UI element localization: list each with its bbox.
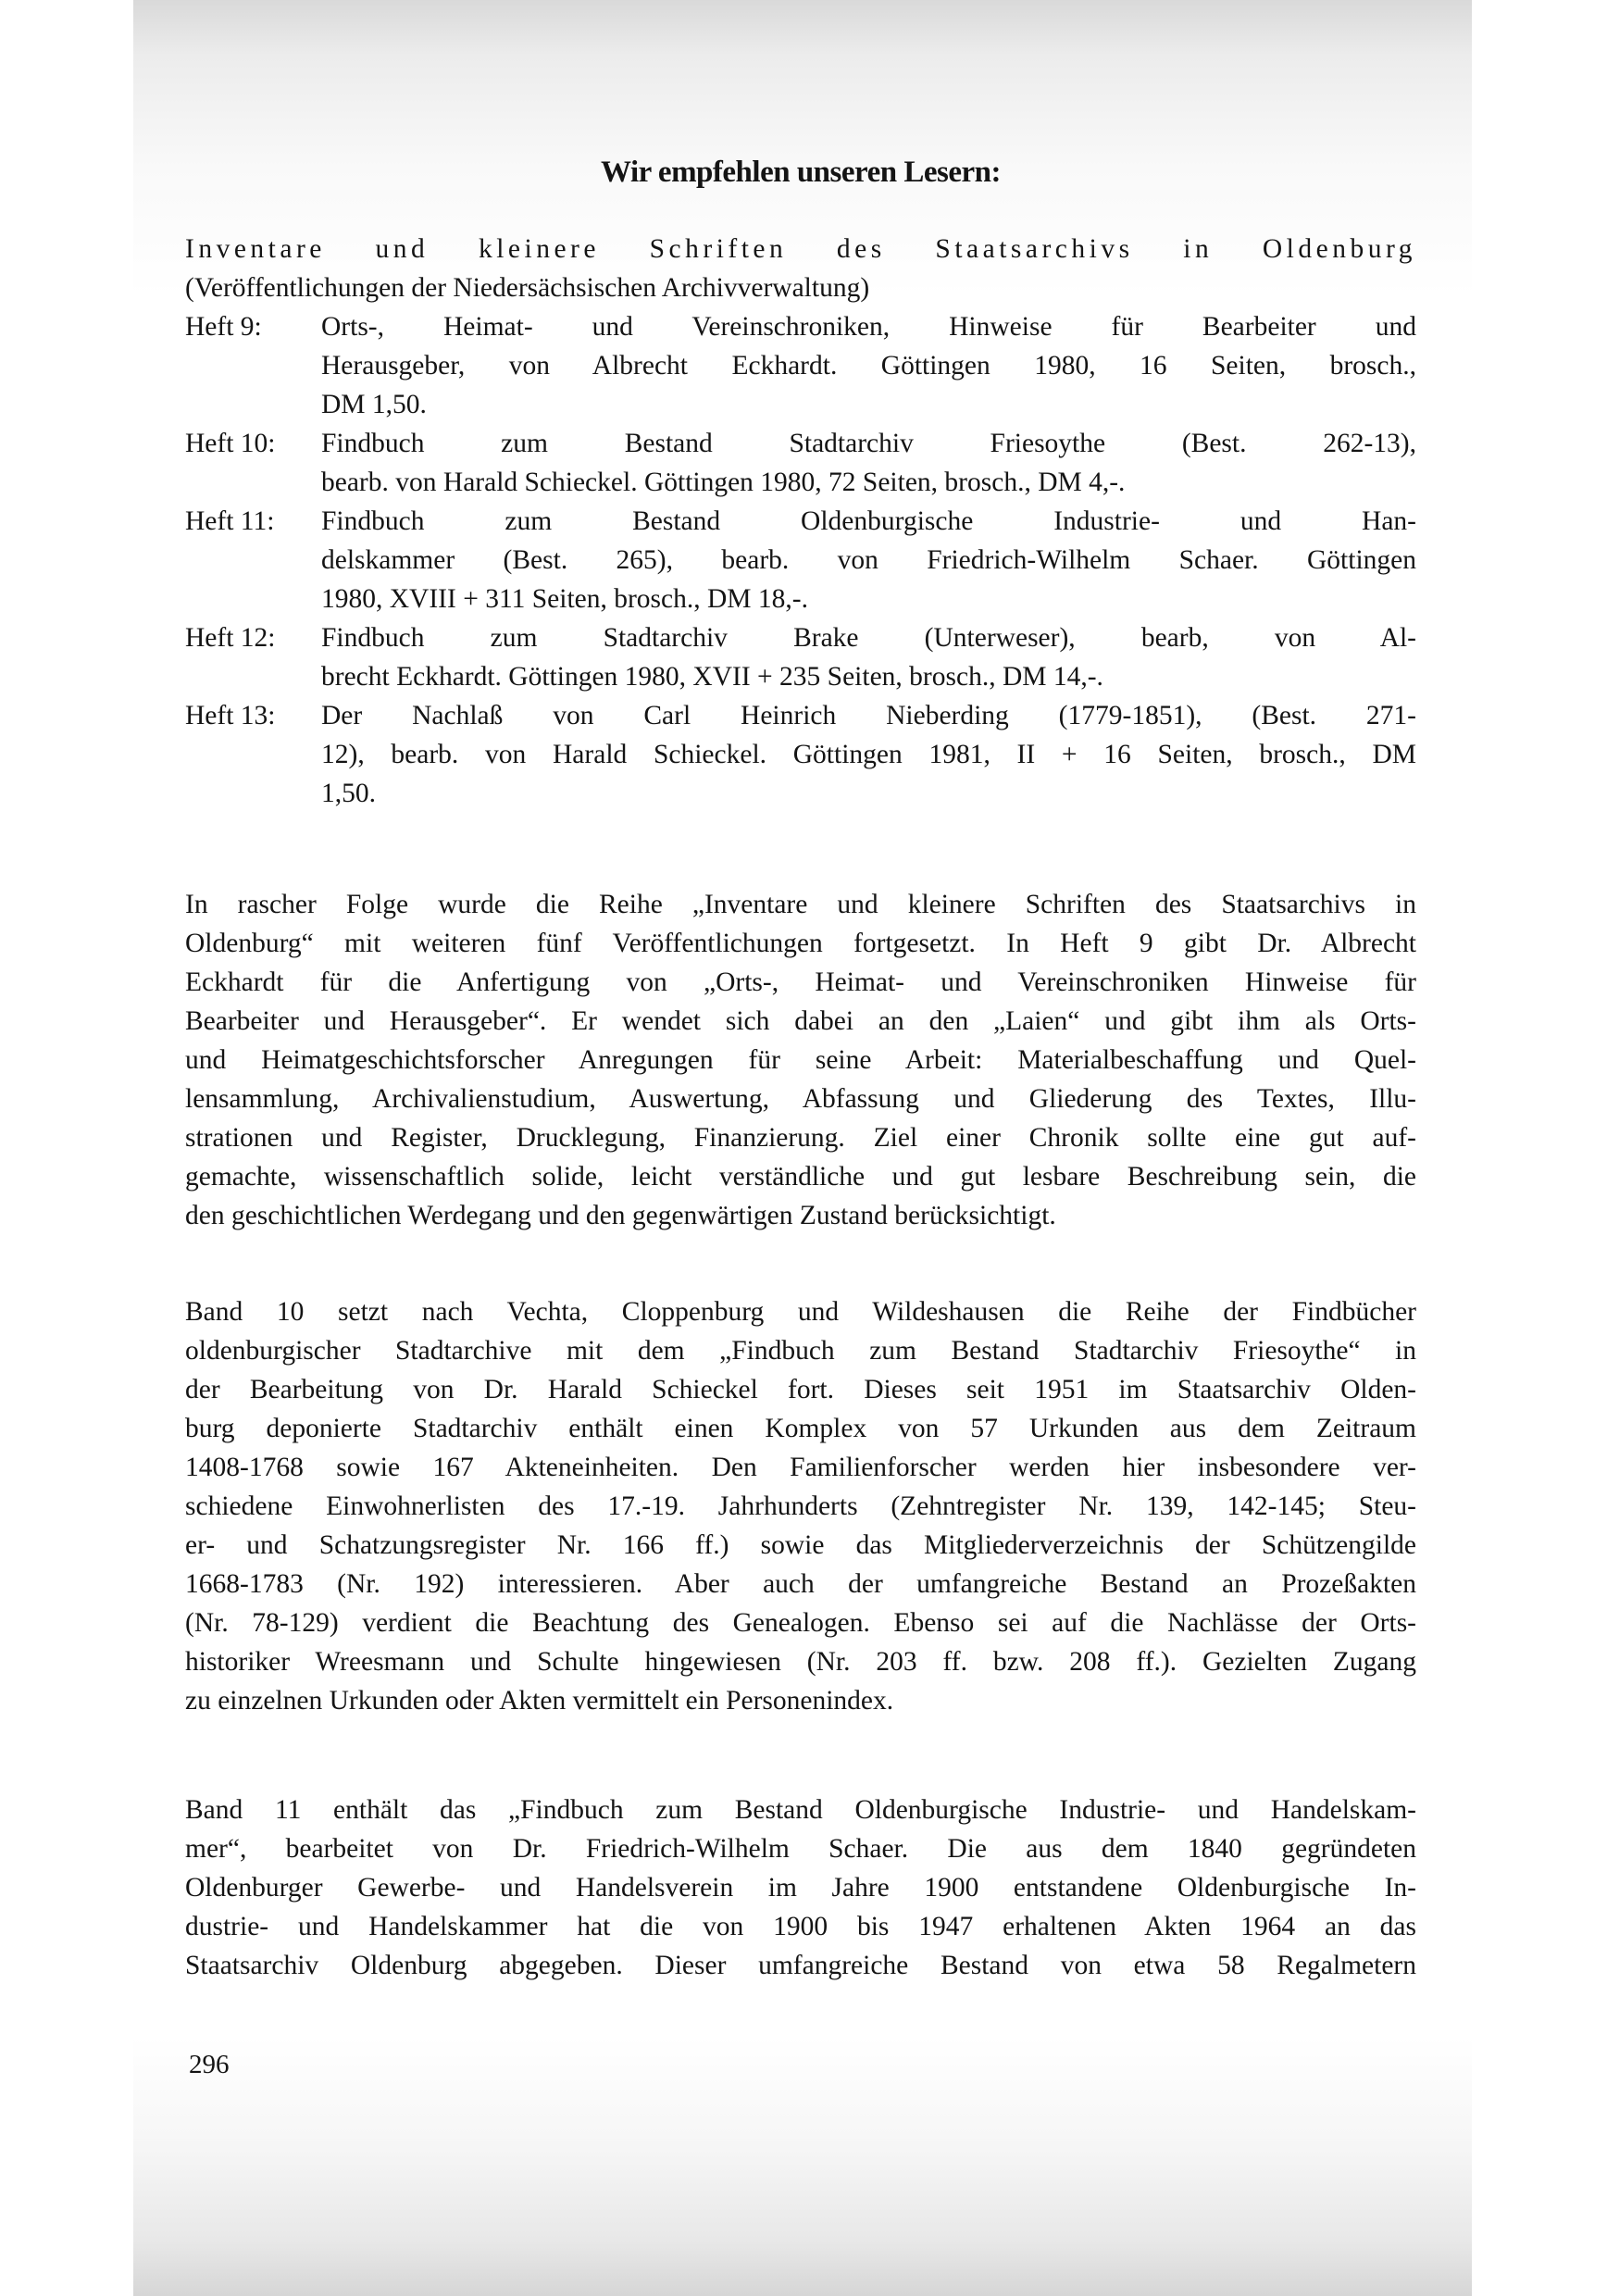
paragraph-line: 1408-1768 sowie 167 Akteneinheiten. Den Familienforscher werden hier insbesondere ver- (185, 1453, 1416, 1482)
entry-label: Heft 9: (185, 312, 262, 342)
paragraph-line: der Bearbeitung von Dr. Harald Schieckel fort. Dieses seit 1951 im Staatsarchiv Olden- (185, 1375, 1416, 1404)
paragraph-line: historiker Wreesmann und Schulte hingewiesen (Nr. 203 ff. bzw. 208 ff.). Gezielten Zugang (185, 1647, 1416, 1677)
series-title: Inventare und kleinere Schriften des Staatsarchivs in Oldenburg (185, 234, 1416, 264)
paragraph-line: oldenburgischer Stadtarchive mit dem „Findbuch zum Bestand Stadtarchiv Friesoythe“ in (185, 1336, 1416, 1366)
paragraph-line: Band 10 setzt nach Vechta, Cloppenburg und Wildeshausen die Reihe der Findbücher (185, 1297, 1416, 1327)
paragraph-line: burg deponierte Stadtarchiv enthält einen Komplex von 57 Urkunden aus dem Zeitraum (185, 1414, 1416, 1443)
entry-line: bearb. von Harald Schieckel. Göttingen 1980, 72 Seiten, brosch., DM 4,-. (321, 468, 1126, 497)
paragraph-line: gemachte, wissenschaftlich solide, leicht verständliche und gut lesbare Beschreibung sein, die (185, 1162, 1416, 1192)
entry-label: Heft 13: (185, 701, 276, 730)
entry-line: Findbuch zum Bestand Oldenburgische Industrie- und Han- (321, 506, 1416, 536)
paragraph-line: und Heimatgeschichtsforscher Anregungen für seine Arbeit: Materialbeschaffung und Quel- (185, 1045, 1416, 1075)
entry-line: 12), bearb. von Harald Schieckel. Göttingen 1981, II + 16 Seiten, brosch., DM (321, 740, 1416, 769)
paragraph-line: Oldenburger Gewerbe- und Handelsverein im Jahre 1900 entstandene Oldenburgische In- (185, 1873, 1416, 1903)
entry-label: Heft 11: (185, 506, 275, 536)
entry-line: 1980, XVIII + 311 Seiten, brosch., DM 18,-. (321, 584, 808, 614)
entry-label: Heft 12: (185, 623, 276, 653)
paragraph-line: zu einzelnen Urkunden oder Akten vermittelt ein Personenindex. (185, 1686, 894, 1716)
paragraph-line: er- und Schatzungsregister Nr. 166 ff.) sowie das Mitgliederverzeichnis der Schützengilde (185, 1530, 1416, 1560)
paragraph-line: mer“, bearbeitet von Dr. Friedrich-Wilhelm Schaer. Die aus dem 1840 gegründeten (185, 1834, 1416, 1864)
entry-line: 1,50. (321, 779, 376, 808)
paragraph-line: 1668-1783 (Nr. 192) interessieren. Aber auch der umfangreiche Bestand an Prozeßakten (185, 1569, 1416, 1599)
entry-line: DM 1,50. (321, 390, 427, 419)
paragraph-line: strationen und Register, Drucklegung, Finanzierung. Ziel einer Chronik sollte eine gut auf- (185, 1123, 1416, 1153)
entry-line: Findbuch zum Bestand Stadtarchiv Friesoythe (Best. 262-13), (321, 429, 1416, 458)
entry-line: Findbuch zum Stadtarchiv Brake (Unterweser), bearb, von Al- (321, 623, 1416, 653)
paragraph-line: lensammlung, Archivalienstudium, Auswertung, Abfassung und Gliederung des Textes, Illu- (185, 1084, 1416, 1114)
paragraph-line: Oldenburg“ mit weiteren fünf Veröffentlichungen fortgesetzt. In Heft 9 gibt Dr. Albrecht (185, 929, 1416, 958)
paragraph-line: Bearbeiter und Herausgeber“. Er wendet sich dabei an den „Laien“ und gibt ihm als Orts- (185, 1006, 1416, 1036)
paragraph-line: In rascher Folge wurde die Reihe „Inventare und kleinere Schriften des Staatsarchivs in (185, 890, 1416, 919)
page-number: 296 (189, 2050, 230, 2079)
entry-line: Herausgeber, von Albrecht Eckhardt. Göttingen 1980, 16 Seiten, brosch., (321, 351, 1416, 381)
entry-line: Orts-, Heimat- und Vereinschroniken, Hinweise für Bearbeiter und (321, 312, 1416, 342)
entry-line: brecht Eckhardt. Göttingen 1980, XVII + 235 Seiten, brosch., DM 14,-. (321, 662, 1103, 692)
entry-line: Der Nachlaß von Carl Heinrich Nieberding (1779-1851), (Best. 271- (321, 701, 1416, 730)
paragraph-line: (Nr. 78-129) verdient die Beachtung des Genealogen. Ebenso sei auf die Nachlässe der Orts- (185, 1608, 1416, 1638)
paragraph-line: Staatsarchiv Oldenburg abgegeben. Dieser umfangreiche Bestand von etwa 58 Regalmetern (185, 1951, 1416, 1980)
series-subtitle: (Veröffentlichungen der Niedersächsischen Archivverwaltung) (185, 273, 870, 303)
paragraph-line: dustrie- und Handelskammer hat die von 1900 bis 1947 erhaltenen Akten 1964 an das (185, 1912, 1416, 1941)
entry-line: delskammer (Best. 265), bearb. von Friedrich-Wilhelm Schaer. Göttingen (321, 545, 1416, 575)
paragraph-line: den geschichtlichen Werdegang und den gegenwärtigen Zustand berücksichtigt. (185, 1201, 1056, 1230)
paragraph-line: Band 11 enthält das „Findbuch zum Bestand Oldenburgische Industrie- und Handelskam- (185, 1795, 1416, 1825)
paragraph-line: Eckhardt für die Anfertigung von „Orts-, Heimat- und Vereinschroniken Hinweise für (185, 967, 1416, 997)
paragraph-line: schiedene Einwohnerlisten des 17.-19. Jahrhunderts (Zehntregister Nr. 139, 142-145; Steu- (185, 1491, 1416, 1521)
entry-label: Heft 10: (185, 429, 276, 458)
page-title: Wir empfehlen unseren Lesern: (601, 156, 1001, 189)
